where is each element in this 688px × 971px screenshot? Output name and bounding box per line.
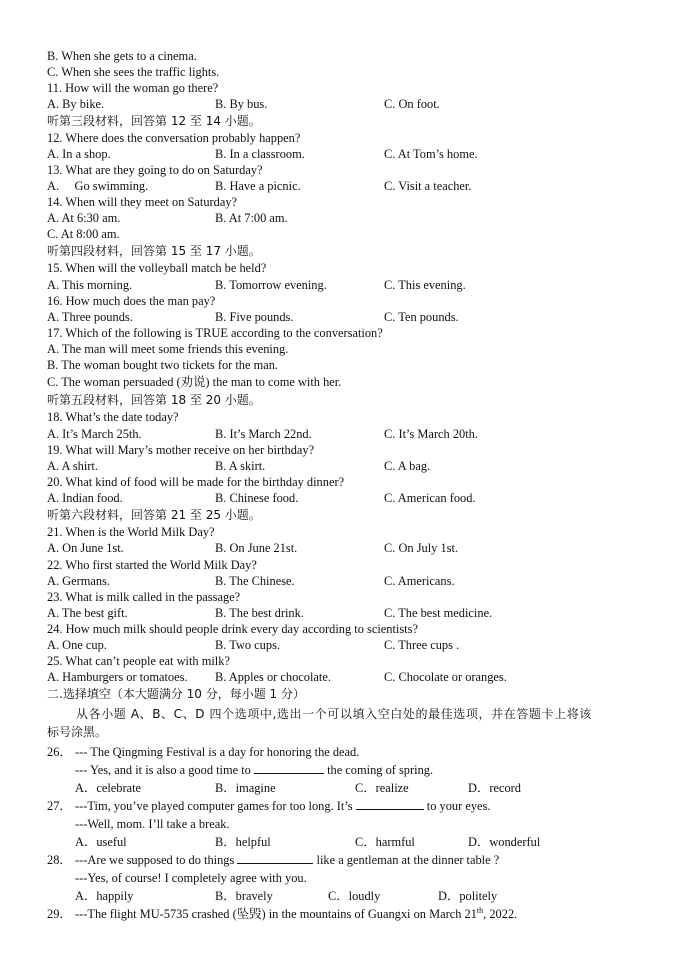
- option-c: C. Visit a teacher.: [384, 179, 472, 193]
- option-b: B. Have a picnic.: [215, 179, 301, 193]
- option-a: A. Go swimming.: [47, 179, 149, 193]
- option-b: B. A skirt.: [215, 459, 266, 473]
- option-a: A. A shirt.: [47, 459, 98, 473]
- option-a: A．celebrate: [75, 781, 142, 795]
- option-line: C. When she sees the traffic lights.: [47, 65, 220, 79]
- question-number: 28．: [47, 853, 72, 867]
- question-25: 25. What can’t people eat with milk?: [47, 654, 230, 668]
- option-b: B. At 7:00 am.: [215, 211, 288, 225]
- answer-blank: [237, 852, 313, 864]
- question-13: 13. What are they going to do on Saturday?: [47, 163, 263, 177]
- option-b: B. The woman bought two tickets for the man.: [47, 358, 279, 372]
- option-c: C. The best medicine.: [384, 606, 493, 620]
- section-heading: 听第三段材料，回答第 12 至 14 小题。: [47, 114, 261, 128]
- question-number: 26．: [47, 745, 72, 759]
- option-b: B. Apples or chocolate.: [215, 670, 331, 684]
- instructions-cont: 标号涂黑。: [47, 725, 108, 739]
- option-c: C. On July 1st.: [384, 541, 459, 555]
- question-14: 14. When will they meet on Saturday?: [47, 195, 238, 209]
- option-c: C. At Tom’s home.: [384, 147, 478, 161]
- option-a: A. Germans.: [47, 574, 110, 588]
- option-b: B. Two cups.: [215, 638, 280, 652]
- option-c: C．realize: [355, 781, 409, 795]
- question-21: 21. When is the World Milk Day?: [47, 525, 215, 539]
- option-a: A. The man will meet some friends this evening.: [47, 342, 289, 356]
- question-27: 27． ---Tim, you’ve played computer games for too long. It’s to your eyes.: [47, 799, 491, 813]
- question-number: 29．: [47, 907, 72, 921]
- option-c: C. This evening.: [384, 278, 466, 292]
- answer-blank: [356, 798, 424, 810]
- option-d: D．wonderful: [468, 835, 541, 849]
- option-d: D．record: [468, 781, 521, 795]
- option-c: C. The woman persuaded (劝说) the man to come with her.: [47, 375, 342, 389]
- option-line: B. When she gets to a cinema.: [47, 49, 197, 63]
- option-b: B. Five pounds.: [215, 310, 294, 324]
- option-b: B．imagine: [215, 781, 276, 795]
- question-12: 12. Where does the conversation probably happen?: [47, 131, 301, 145]
- option-b: B．bravely: [215, 889, 273, 903]
- question-18: 18. What’s the date today?: [47, 410, 179, 424]
- option-b: B. Tomorrow evening.: [215, 278, 327, 292]
- answer-blank: [254, 762, 324, 774]
- option-c: C．loudly: [328, 889, 381, 903]
- option-b: B. On June 21st.: [215, 541, 298, 555]
- option-a: A. At 6:30 am.: [47, 211, 121, 225]
- question-29: 29． ---The flight MU-5735 crashed (坠毁) in the mountains of Guangxi on March 21th, 2022.: [47, 905, 518, 921]
- option-c: C. A bag.: [384, 459, 431, 473]
- option-b: B. In a classroom.: [215, 147, 305, 161]
- option-c: C. Americans.: [384, 574, 455, 588]
- option-a: A. Indian food.: [47, 491, 123, 505]
- option-a: A. Three pounds.: [47, 310, 133, 324]
- option-a: A. One cup.: [47, 638, 107, 652]
- option-c: C. On foot.: [384, 97, 440, 111]
- option-a: A. In a shop.: [47, 147, 111, 161]
- question-16: 16. How much does the man pay?: [47, 294, 216, 308]
- section-heading: 听第四段材料，回答第 15 至 17 小题。: [47, 244, 261, 258]
- option-a: A. It’s March 25th.: [47, 427, 142, 441]
- option-c: C. It’s March 20th.: [384, 427, 478, 441]
- option-b: B．helpful: [215, 835, 271, 849]
- question-27-reply: ---Well, mom. I’ll take a break.: [75, 817, 230, 831]
- option-a: A．happily: [75, 889, 134, 903]
- option-b: B. By bus.: [215, 97, 268, 111]
- question-23: 23. What is milk called in the passage?: [47, 590, 241, 604]
- option-d: D．politely: [438, 889, 498, 903]
- question-24: 24. How much milk should people drink every day according to scientists?: [47, 622, 418, 636]
- option-c: C. At 8:00 am.: [47, 227, 120, 241]
- option-a: A．useful: [75, 835, 127, 849]
- question-26: 26． --- The Qingming Festival is a day for honoring the dead.: [47, 745, 360, 759]
- option-c: C. Three cups .: [384, 638, 460, 652]
- question-11: 11. How will the woman go there?: [47, 81, 219, 95]
- instructions: 从各小题 A、B、C、D 四个选项中,选出一个可以填入空白处的最佳选项，并在答题卡上将该: [76, 707, 592, 721]
- part-heading: 二.选择填空（本大题满分 10 分，每小题 1 分）: [47, 687, 305, 701]
- question-17: 17. Which of the following is TRUE according to the conversation?: [47, 326, 383, 340]
- question-26-reply: --- Yes, and it is also a good time to the coming of spring.: [75, 763, 434, 777]
- option-c: C. Chocolate or oranges.: [384, 670, 507, 684]
- option-b: B. The Chinese.: [215, 574, 295, 588]
- question-20: 20. What kind of food will be made for the birthday dinner?: [47, 475, 345, 489]
- option-c: C．harmful: [355, 835, 415, 849]
- question-28: 28． ---Are we supposed to do things like a gentleman at the dinner table ?: [47, 853, 500, 867]
- option-a: A. The best gift.: [47, 606, 128, 620]
- option-b: B. It’s March 22nd.: [215, 427, 312, 441]
- question-19: 19. What will Mary’s mother receive on her birthday?: [47, 443, 315, 457]
- option-c: C. Ten pounds.: [384, 310, 459, 324]
- question-22: 22. Who first started the World Milk Day?: [47, 558, 257, 572]
- option-b: B. Chinese food.: [215, 491, 299, 505]
- option-a: A. On June 1st.: [47, 541, 124, 555]
- option-a: A. Hamburgers or tomatoes.: [47, 670, 188, 684]
- question-number: 27．: [47, 799, 72, 813]
- section-heading: 听第五段材料，回答第 18 至 20 小题。: [47, 393, 261, 407]
- option-b: B. The best drink.: [215, 606, 304, 620]
- question-28-reply: ---Yes, of course! I completely agree with you.: [75, 871, 307, 885]
- option-c: C. American food.: [384, 491, 476, 505]
- section-heading: 听第六段材料，回答第 21 至 25 小题。: [47, 508, 261, 522]
- question-15: 15. When will the volleyball match be held?: [47, 261, 267, 275]
- option-a: A. By bike.: [47, 97, 105, 111]
- option-a: A. This morning.: [47, 278, 133, 292]
